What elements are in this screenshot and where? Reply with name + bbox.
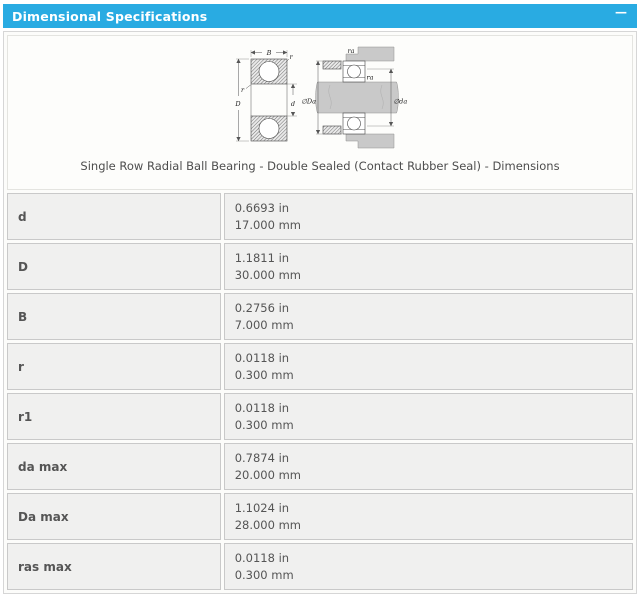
value-mm: 0.300 mm	[234, 567, 294, 582]
spec-label: r	[7, 343, 221, 390]
spec-label: d	[7, 193, 221, 240]
table-row	[7, 343, 633, 390]
spec-label: ras max	[7, 543, 221, 590]
table-row	[7, 243, 633, 290]
table-row	[7, 443, 633, 490]
collapse-icon[interactable]: —	[615, 5, 627, 19]
value-mm: 30.000 mm	[234, 267, 301, 282]
diagram-row	[7, 35, 633, 190]
value-mm: 0.300 mm	[234, 417, 294, 432]
spec-value	[224, 393, 633, 440]
spec-label: Da max	[7, 493, 221, 540]
value-inch: 0.7874 in	[234, 451, 290, 465]
spec-value	[224, 493, 633, 540]
panel-title: Dimensional Specifications	[12, 8, 208, 24]
value-inch: 0.2756 in	[234, 301, 290, 315]
table-row	[7, 493, 633, 540]
value-mm: 20.000 mm	[234, 467, 301, 482]
diagram-cell	[7, 35, 633, 190]
spec-value	[224, 343, 633, 390]
table-row	[7, 293, 633, 340]
dim-label-da: ∅da	[393, 97, 408, 106]
specifications-panel	[3, 31, 637, 594]
value-mm: 28.000 mm	[234, 517, 301, 532]
spec-value	[224, 193, 633, 240]
bearing-diagram	[231, 46, 409, 150]
value-inch: 0.0118 in	[234, 551, 290, 565]
value-inch: 1.1811 in	[234, 251, 290, 265]
diagram-caption: Single Row Radial Ball Bearing - Double Sealed (Contact Rubber Seal) - Dimensions	[80, 159, 560, 173]
table-row	[7, 193, 633, 240]
dim-label-Da: ∅Da	[301, 97, 316, 106]
dim-label-ra-mid: ra	[366, 73, 374, 82]
value-inch: 0.0118 in	[234, 401, 290, 415]
value-mm: 7.000 mm	[234, 317, 294, 332]
spec-value	[224, 443, 633, 490]
dim-label-ra-top: ra	[347, 47, 355, 55]
bearing-section-view	[234, 49, 297, 141]
panel-header	[3, 4, 637, 28]
spec-label: da max	[7, 443, 221, 490]
dim-label-d: d	[290, 100, 296, 108]
specifications-table	[4, 32, 636, 593]
table-row	[7, 393, 633, 440]
value-inch: 0.0118 in	[234, 351, 290, 365]
table-row	[7, 543, 633, 590]
dim-label-r-left: r	[241, 86, 245, 94]
dim-label-r-top: r	[289, 53, 293, 61]
bearing-mounted-view	[301, 47, 407, 148]
spec-label: D	[7, 243, 221, 290]
value-mm: 17.000 mm	[234, 217, 301, 232]
spec-value	[224, 243, 633, 290]
value-inch: 0.6693 in	[234, 201, 290, 215]
dim-label-D: D	[235, 100, 241, 108]
spec-value	[224, 293, 633, 340]
spec-label: r1	[7, 393, 221, 440]
value-inch: 1.1024 in	[234, 501, 290, 515]
value-mm: 0.300 mm	[234, 367, 294, 382]
spec-label: B	[7, 293, 221, 340]
dim-label-B: B	[266, 49, 272, 57]
spec-value	[224, 543, 633, 590]
